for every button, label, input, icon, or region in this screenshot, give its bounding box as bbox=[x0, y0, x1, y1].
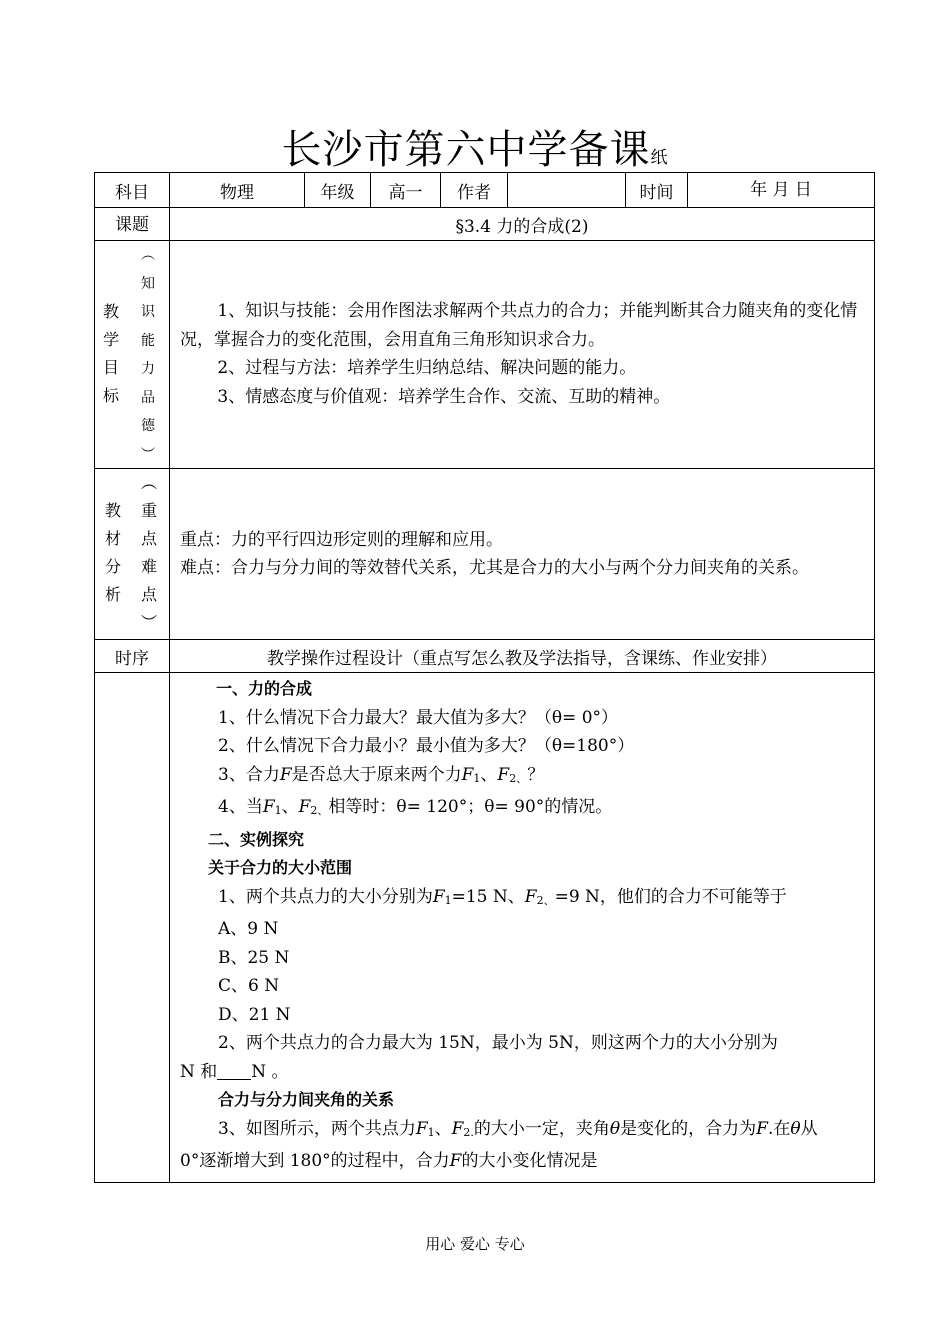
section-title-2: 二、实例探究 bbox=[208, 829, 305, 849]
option-c: C、6 N bbox=[218, 976, 280, 996]
problem-1: 1、两个共点力的大小分别为$F_1=15$ N、$F_{2、}=9$ N，他们的合力不可能等于 bbox=[218, 886, 787, 907]
option-d: D、21 N bbox=[218, 1004, 291, 1025]
option-a: A、9 N bbox=[218, 919, 279, 939]
analysis-label-sub: ︵ 重 点 难 点 ︶ bbox=[141, 473, 158, 632]
lesson-plan-table bbox=[94, 172, 875, 1183]
goals-label bbox=[95, 241, 170, 469]
content-cell bbox=[170, 673, 875, 1183]
page-title: 长沙市第六中学备课纸 bbox=[281, 127, 669, 173]
goals-content bbox=[170, 241, 875, 469]
problem-3: 3、如图所示，两个共点力$F_1$、$F_{2.}$的大小一定，夹角θ是变化的，合力为F.在θ从 bbox=[218, 1118, 818, 1139]
time-sequence-cell bbox=[95, 673, 170, 1183]
option-b: B、25 N bbox=[218, 947, 290, 968]
goal-knowledge: 1、知识与技能：会用作图法求解两个共点力的合力；并能判断其合力随夹角的变化情况，掌握合力的变化范围，会用直角三角形知识求合力。 bbox=[180, 301, 858, 350]
goal-emotion: 3、情感态度与价值观：培养学生合作、交流、互助的精神。 bbox=[217, 386, 671, 407]
difficulty: 难点：合力与分力间的等效替代关系，尤其是合力的大小与两个分力间夹角的关系。 bbox=[180, 558, 809, 578]
analysis-label bbox=[95, 469, 170, 640]
problem-2-answer: N 和 N 。 bbox=[180, 1061, 289, 1082]
question-4: 4、当$F_1$、$F_{2、}$相等时：θ= 120°；θ= 90°的情况。 bbox=[218, 797, 613, 817]
problem-3-cont: 0°逐渐增大到 180°的过程中，合力F的大小变化情况是 bbox=[180, 1151, 598, 1171]
topic-row bbox=[95, 208, 875, 241]
topic-label: 课题 bbox=[95, 208, 170, 241]
time-label: 时间 bbox=[626, 173, 688, 208]
time-sequence-label: 时序 bbox=[95, 640, 170, 673]
page-footer: 用心 爱心 专心 bbox=[425, 1235, 525, 1253]
question-1: 1、什么情况下合力最大？最大值为多大？（θ= 0°） bbox=[218, 707, 619, 728]
date-value: 年 月 日 bbox=[688, 173, 875, 208]
problem-2: 2、两个共点力的合力最大为 15N，最小为 5N，则这两个力的大小分别为 bbox=[218, 1033, 778, 1053]
subsection-angle: 合力与分力间夹角的关系 bbox=[218, 1090, 395, 1109]
analysis-content bbox=[170, 469, 875, 640]
process-design-label: 教学操作过程设计（重点写怎么教及学法指导，含课练、作业安排） bbox=[170, 640, 875, 673]
key-point: 重点：力的平行四边形定则的理解和应用。 bbox=[180, 529, 503, 550]
answer-blank bbox=[217, 1061, 251, 1080]
process-header-row bbox=[95, 640, 875, 673]
goals-label-sub: ︵ 知 识 能 力 品 德 ︶ bbox=[141, 247, 155, 463]
analysis-label-main: 教 材 分 析 bbox=[105, 501, 122, 604]
goals-row bbox=[95, 241, 875, 469]
subject-value: 物理 bbox=[170, 173, 305, 208]
author-value bbox=[508, 173, 626, 208]
section-title-1: 一、力的合成 bbox=[216, 679, 313, 698]
author-label: 作者 bbox=[441, 173, 508, 208]
question-3: 3、合力F是否总大于原来两个力$F_1$、$F_{2、}$？ bbox=[218, 764, 545, 785]
subsection-range: 关于合力的大小范围 bbox=[208, 858, 353, 877]
question-2: 2、什么情况下合力最小？最小值为多大？（θ=180°） bbox=[218, 736, 635, 756]
analysis-row bbox=[95, 469, 875, 640]
grade-value: 高一 bbox=[371, 173, 441, 208]
topic-value: §3.4 力的合成(2) bbox=[170, 208, 875, 241]
subject-label: 科目 bbox=[95, 173, 170, 208]
grade-label: 年级 bbox=[305, 173, 371, 208]
goal-process: 2、过程与方法：培养学生归纳总结、解决问题的能力。 bbox=[217, 358, 637, 378]
goals-label-main: 教 学 目 标 bbox=[103, 302, 120, 405]
content-row bbox=[95, 673, 875, 1183]
header-row bbox=[95, 173, 875, 208]
